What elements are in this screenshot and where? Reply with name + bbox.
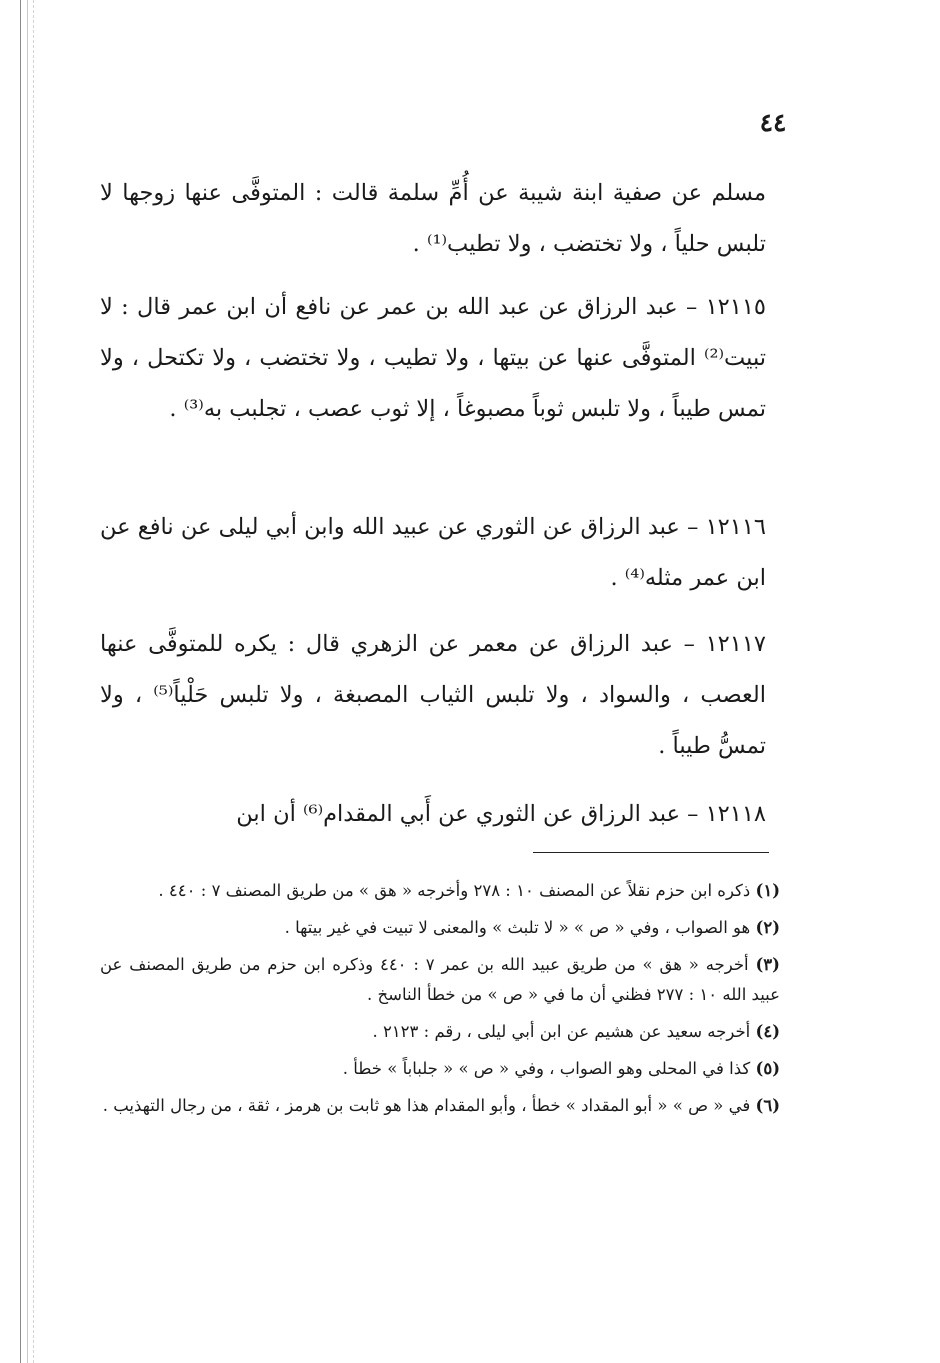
scan-edge-line	[33, 0, 34, 1363]
paragraph-12115: ١٢١١٥ – عبد الرزاق عن عبد الله بن عمر عن نافع أن ابن عمر قال : لا تبيت⁽²⁾ المتوفَّى عنها عن بيتها ، ولا تطيب ، ولا تختضب ، ولا تكتحل ، ولا تمس طيباً ، ولا تلبس ثوباً مصبوغاً ، إلا ثوب عصب ، تجلبب به⁽³⁾ .	[100, 294, 766, 422]
footnote-text: أخرجه « هق » من طريق عبيد الله بن عمر ٧ : ٤٤٠ وذكره ابن حزم من طريق المصنف عن عبيد الله ١٠ : ٢٧٧ فظني أن ما في « ص » من خطأ الناسخ .	[100, 955, 780, 1004]
footnote	[100, 950, 780, 1010]
footnote-number: (١)	[755, 881, 780, 900]
footnote-number: (٤)	[755, 1022, 780, 1041]
footnote-text: هو الصواب ، وفي « ص » « لا تلبث » والمعنى لا تبيت في غير بيتها .	[284, 918, 751, 937]
footnote-number: (٦)	[755, 1096, 780, 1115]
footnote-text: كذا في المحلى وهو الصواب ، وفي « ص » « جلباباً » خطأ .	[342, 1059, 751, 1078]
paragraph-12118: ١٢١١٨ – عبد الرزاق عن الثوري عن أَبي المقدام⁽⁶⁾ أن ابن	[236, 801, 766, 827]
paragraph-12117: ١٢١١٧ – عبد الرزاق عن معمر عن الزهري قال : يكره للمتوفَّى عنها العصب ، والسواد ، ولا تلبس الثياب المصبغة ، ولا تلبس حَلْياً⁽⁵⁾ ، ولا تمسُّ طيباً .	[100, 631, 766, 759]
page-number: ٤٤	[759, 108, 787, 137]
footnotes	[100, 876, 780, 1128]
footnote-text: أخرجه سعيد عن هشيم عن ابن أبي ليلى ، رقم : ٢١٢٣ .	[372, 1022, 751, 1041]
footnote-number: (٣)	[755, 955, 780, 974]
footnote	[100, 876, 780, 906]
footnote	[100, 913, 780, 943]
footnote-separator	[533, 852, 769, 853]
paragraph-12116: ١٢١١٦ – عبد الرزاق عن الثوري عن عبيد الله وابن أبي ليلى عن نافع عن ابن عمر مثله⁽⁴⁾ .	[100, 514, 766, 591]
scan-edge-line	[27, 0, 28, 1363]
paragraph-continuation: مسلم عن صفية ابنة شيبة عن أُمِّ سلمة قالت : المتوفَّى عنها زوجها لا تلبس حلياً ، ولا تختضب ، ولا تطيب⁽¹⁾ .	[100, 180, 766, 257]
footnote-text: ذكره ابن حزم نقلاً عن المصنف ١٠ : ٢٧٨ وأخرجه « هق » من طريق المصنف ٧ : ٤٤٠ .	[158, 881, 751, 900]
footnote-number: (٥)	[755, 1059, 780, 1078]
footnote	[100, 1054, 780, 1084]
footnote	[100, 1017, 780, 1047]
footnote-number: (٢)	[755, 918, 780, 937]
footnote	[100, 1091, 780, 1121]
scan-edge-line	[20, 0, 21, 1363]
footnote-text: في « ص » « أبو المقداد » خطأ ، وأبو المقدام هذا هو ثابت بن هرمز ، ثقة ، من رجال التهذيب .	[102, 1096, 751, 1115]
